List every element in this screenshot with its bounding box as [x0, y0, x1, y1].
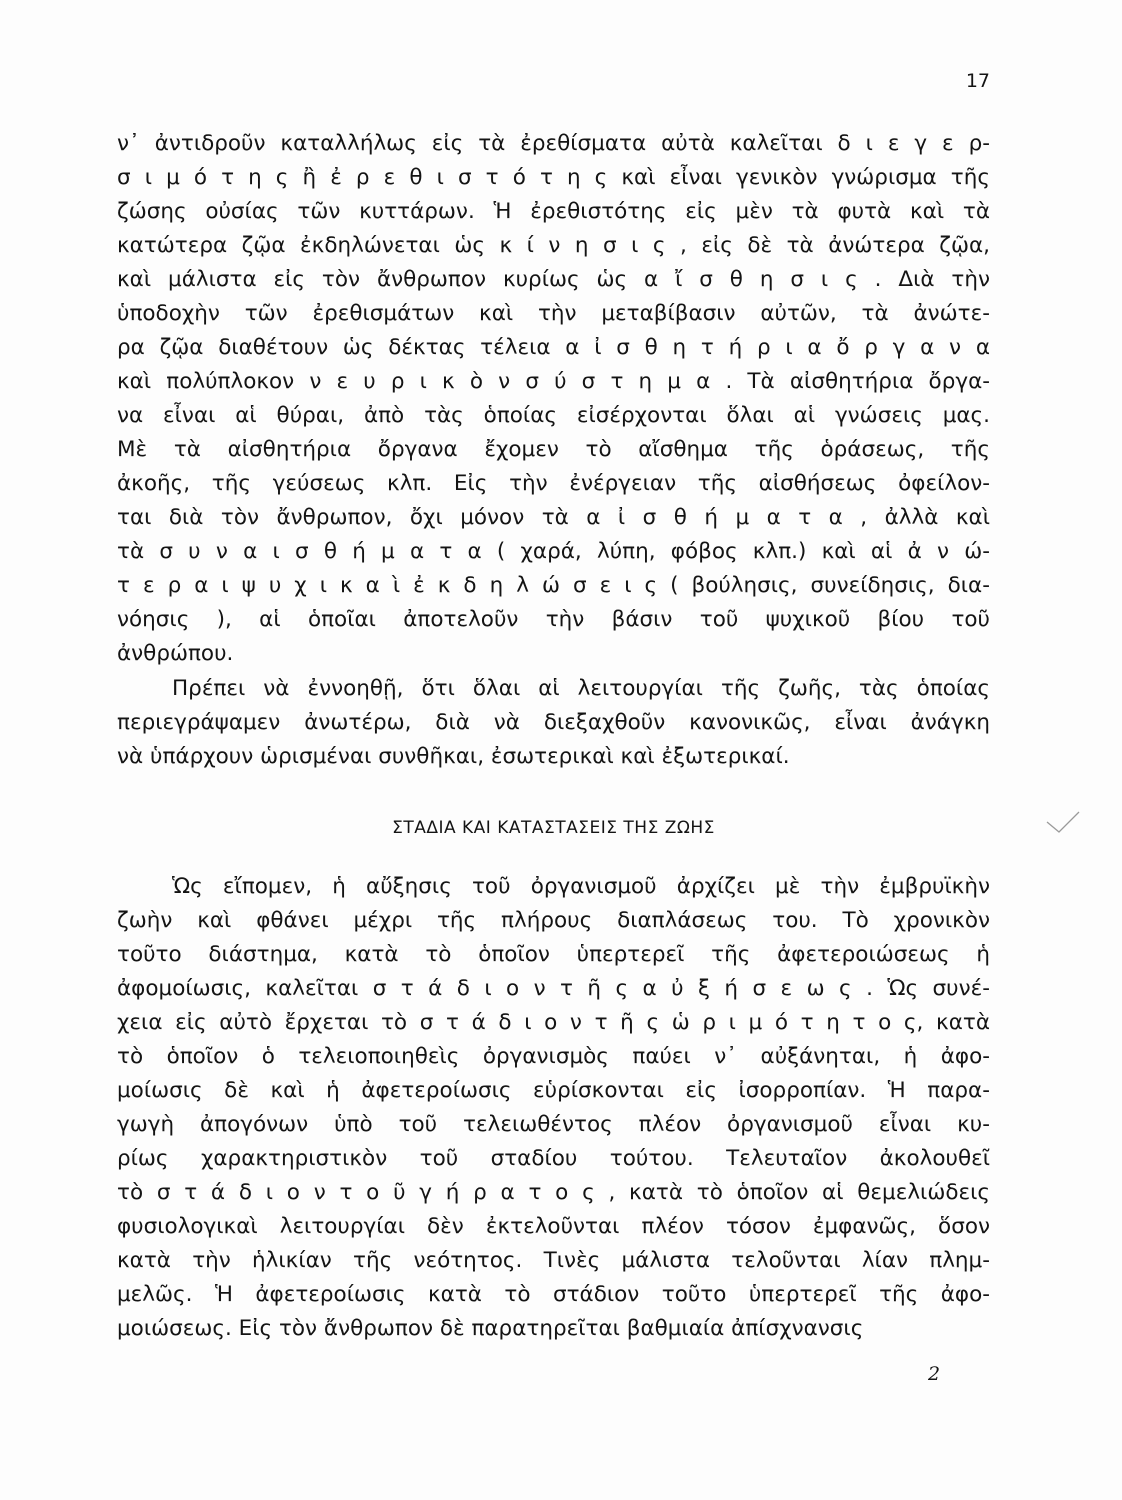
text-line: ται διὰ τὸν ἄνθρωπον, ὄχι μόνον τὰ α ἰ σ θ ή μ α τ α , ἀλλὰ καὶ: [117, 505, 990, 530]
text-line: τὸ ὁποῖον ὁ τελειοποιηθεὶς ὀργανισμὸς παύει ν᾽ αὐξάνηται, ἡ ἀφο-: [117, 1044, 990, 1069]
text-line: ν᾽ ἀντιδροῦν καταλλήλως εἰς τὰ ἐρεθίσματα αὐτὰ καλεῖται δ ι ε γ ε ρ-: [117, 131, 990, 156]
text-line: τὰ σ υ ν α ι σ θ ή μ α τ α ( χαρά, λύπη, φόβος κλπ.) καὶ αἱ ἀ ν ώ-: [117, 539, 990, 564]
text-line: Πρέπει νὰ ἐννοηθῇ, ὅτι ὅλαι αἱ λειτουργίαι τῆς ζωῆς, τὰς ὁποίας: [172, 676, 990, 701]
page-number: 17: [965, 70, 990, 92]
text-line: ζωὴν καὶ φθάνει μέχρι τῆς πλήρους διαπλάσεως του. Τὸ χρονικὸν: [117, 908, 990, 933]
text-line: τὸ σ τ ά δ ι ο ν τ ο ῦ γ ή ρ α τ ο ς , κατὰ τὸ ὁποῖον αἱ θεμελιώδεις: [117, 1180, 990, 1205]
pencil-tick-mark: [1045, 808, 1081, 838]
text-line: ζώσης οὐσίας τῶν κυττάρων. Ἡ ἐρεθιστότης εἰς μὲν τὰ φυτὰ καὶ τὰ: [117, 199, 990, 224]
text-line: περιεγράψαμεν ἀνωτέρω, διὰ νὰ διεξαχθοῦν κανονικῶς, εἶναι ἀνάγκη: [117, 710, 990, 735]
text-line: νὰ ὑπάρχουν ὡρισμέναι συνθῆκαι, ἐσωτερικαὶ καὶ ἐξωτερικαί.: [117, 744, 790, 769]
text-line: τ ε ρ α ι ψ υ χ ι κ α ὶ ἐ κ δ η λ ώ σ ε ι ς ( βούλησις, συνείδησις, δια-: [117, 573, 990, 598]
text-line: ρίως χαρακτηριστικὸν τοῦ σταδίου τούτου. Τελευταῖον ἀκολουθεῖ: [117, 1146, 990, 1171]
signature-folio: 2: [928, 1363, 941, 1385]
text-line: καὶ πολύπλοκον ν ε υ ρ ι κ ὸ ν σ ύ σ τ η μ α . Τὰ αἰσθητήρια ὄργα-: [117, 369, 990, 394]
text-line: τοῦτο διάστημα, κατὰ τὸ ὁποῖον ὑπερτερεῖ τῆς ἀφετεροιώσεως ἡ: [117, 942, 990, 967]
text-line: μοίωσις δὲ καὶ ἡ ἀφετεροίωσις εὑρίσκονται εἰς ἰσορροπίαν. Ἡ παρα-: [117, 1078, 990, 1103]
text-line: σ ι μ ό τ η ς ἢ ἐ ρ ε θ ι σ τ ό τ η ς καὶ εἶναι γενικὸν γνώρισμα τῆς: [117, 165, 990, 190]
text-line: ὑποδοχὴν τῶν ἐρεθισμάτων καὶ τὴν μεταβίβασιν αὐτῶν, τὰ ἀνώτε-: [117, 301, 990, 326]
text-line: μοιώσεως. Εἰς τὸν ἄνθρωπον δὲ παρατηρεῖται βαθμιαία ἀπίσχνανσις: [117, 1316, 864, 1341]
text-line: να εἶναι αἱ θύραι, ἀπὸ τὰς ὁποίας εἰσέρχονται ὅλαι αἱ γνώσεις μας.: [117, 403, 990, 428]
text-line: Ὡς εἴπομεν, ἡ αὔξησις τοῦ ὀργανισμοῦ ἀρχίζει μὲ τὴν ἐμβρυϊκὴν: [172, 874, 990, 899]
text-line: καὶ μάλιστα εἰς τὸν ἄνθρωπον κυρίως ὡς α ἴ σ θ η σ ι ς . Διὰ τὴν: [117, 267, 990, 292]
section-heading: ΣΤΑΔΙΑ ΚΑΙ ΚΑΤΑΣΤΑΣΕΙΣ ΤΗΣ ΖΩΗΣ: [392, 818, 715, 838]
text-line: κατὰ τὴν ἡλικίαν τῆς νεότητος. Τινὲς μάλιστα τελοῦνται λίαν πλημ-: [117, 1248, 990, 1273]
text-line: μελῶς. Ἡ ἀφετεροίωσις κατὰ τὸ στάδιον τοῦτο ὑπερτερεῖ τῆς ἀφο-: [117, 1282, 990, 1307]
text-line: ρα ζῷα διαθέτουν ὡς δέκτας τέλεια α ἰ σ θ η τ ή ρ ι α ὄ ρ γ α ν α: [117, 335, 990, 360]
text-line: ἀνθρώπου.: [117, 641, 234, 666]
text-line: Μὲ τὰ αἰσθητήρια ὄργανα ἔχομεν τὸ αἴσθημα τῆς ὁράσεως, τῆς: [117, 437, 990, 462]
text-line: ἀφομοίωσις, καλεῖται σ τ ά δ ι ο ν τ ῆ ς α ὐ ξ ή σ ε ω ς . Ὡς συνέ-: [117, 976, 990, 1001]
paragraph-3: [117, 870, 990, 1346]
text-line: κατώτερα ζῷα ἐκδηλώνεται ὡς κ ί ν η σ ι ς , εἰς δὲ τὰ ἀνώτερα ζῷα,: [117, 233, 990, 258]
text-line: γωγὴ ἀπογόνων ὑπὸ τοῦ τελειωθέντος πλέον ὀργανισμοῦ εἶναι κυ-: [117, 1112, 990, 1137]
text-line: χεια εἰς αὐτὸ ἔρχεται τὸ σ τ ά δ ι ο ν τ ῆ ς ὡ ρ ι μ ό τ η τ ο ς, κατὰ: [117, 1010, 990, 1035]
paragraph-2: [117, 672, 990, 774]
text-line: ἀκοῆς, τῆς γεύσεως κλπ. Εἰς τὴν ἐνέργειαν τῆς αἰσθήσεως ὀφείλον-: [117, 471, 990, 496]
paragraph-1: [117, 127, 990, 671]
text-line: φυσιολογικαὶ λειτουργίαι δὲν ἐκτελοῦνται πλέον τόσον ἐμφανῶς, ὅσον: [117, 1214, 990, 1239]
text-line: νόησις ), αἱ ὁποῖαι ἀποτελοῦν τὴν βάσιν τοῦ ψυχικοῦ βίου τοῦ: [117, 607, 990, 632]
